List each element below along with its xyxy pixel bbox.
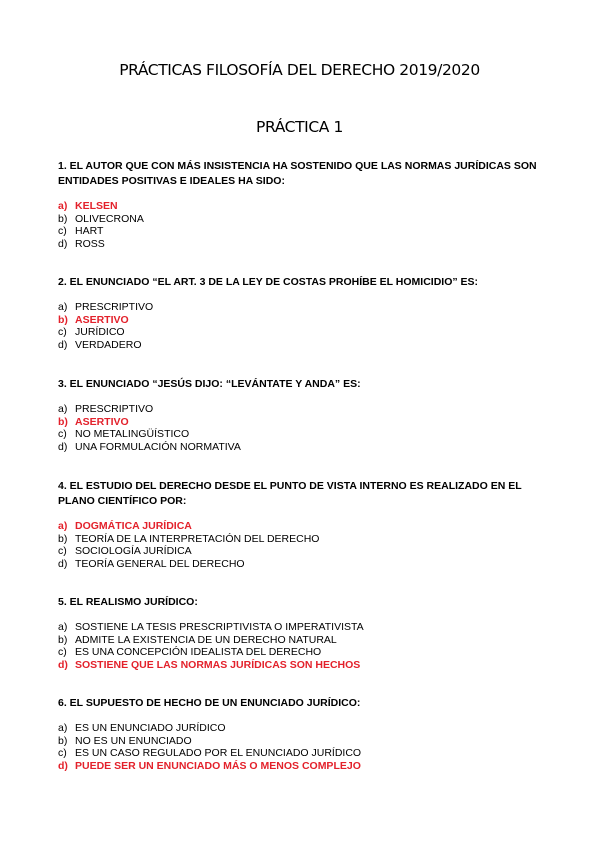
answer-option: [58, 428, 543, 441]
option-letter: b): [58, 212, 68, 225]
answer-option: [58, 213, 543, 226]
answer-option: [58, 735, 543, 748]
option-letter: d): [58, 338, 68, 351]
answer-option: [58, 520, 543, 533]
question-5: [58, 595, 543, 671]
question-text: 3. EL ENUNCIADO “JESÚS DIJO: “LEVÁNTATE Y ANDA” ES:: [58, 378, 361, 390]
option-text: TEORÍA DE LA INTERPRETACIÓN DEL DERECHO: [75, 532, 320, 545]
option-text: PRESCRIPTIVO: [75, 301, 154, 313]
option-text: ES UN ENUNCIADO JURÍDICO: [75, 722, 226, 734]
answer-option: [58, 621, 543, 634]
option-letter: b): [58, 313, 68, 326]
answer-option: [58, 533, 543, 546]
option-letter: d): [58, 440, 68, 453]
answer-option: [58, 659, 543, 672]
answer-option: [58, 326, 543, 339]
option-text: NO ES UN ENUNCIADO: [75, 734, 192, 747]
answer-option: [58, 416, 543, 429]
option-text: VERDADERO: [75, 338, 142, 351]
option-letter: a): [58, 403, 68, 415]
answer-option: [58, 301, 543, 314]
option-text: UNA FORMULACIÓN NORMATIVA: [75, 440, 241, 453]
option-letter: c): [58, 326, 67, 339]
option-letter: c): [58, 225, 67, 238]
question-4: [58, 479, 543, 570]
option-letter: a): [58, 722, 68, 734]
option-text: DOGMÁTICA JURÍDICA: [75, 520, 192, 532]
answer-option: [58, 545, 543, 558]
question-1: [58, 159, 543, 250]
answer-option: [58, 339, 543, 352]
option-text: ES UNA CONCEPCIÓN IDEALISTA DEL DERECHO: [75, 646, 322, 659]
option-letter: a): [58, 301, 68, 313]
option-text: SOCIOLOGÍA JURÍDICA: [75, 545, 192, 558]
option-letter: c): [58, 428, 67, 441]
option-letter: d): [58, 759, 68, 772]
option-letter: c): [58, 747, 67, 760]
option-text: SOSTIENE LA TESIS PRESCRIPTIVISTA O IMPERATIVISTA: [75, 621, 364, 633]
option-text: NO METALINGÜÍSTICO: [75, 428, 190, 441]
question-text: 4. EL ESTUDIO DEL DERECHO DESDE EL PUNTO DE VISTA INTERNO ES REALIZADO EN EL PLANO CIENTÍFICO POR:: [58, 480, 522, 507]
option-letter: a): [58, 520, 68, 532]
question-3: [58, 377, 543, 453]
answer-option: [58, 238, 543, 251]
option-text: ROSS: [75, 237, 105, 250]
option-letter: b): [58, 734, 68, 747]
question-text: 2. EL ENUNCIADO “EL ART. 3 DE LA LEY DE COSTAS PROHÍBE EL HOMICIDIO” ES:: [58, 276, 479, 288]
option-letter: c): [58, 646, 67, 659]
option-text: OLIVECRONA: [75, 212, 144, 225]
option-text: ADMITE LA EXISTENCIA DE UN DERECHO NATURAL: [75, 633, 337, 646]
answer-option: [58, 558, 543, 571]
answer-option: [58, 634, 543, 647]
answer-option: [58, 314, 543, 327]
option-letter: b): [58, 415, 68, 428]
question-2: [58, 275, 543, 351]
option-text: SOSTIENE QUE LAS NORMAS JURÍDICAS SON HECHOS: [75, 658, 361, 671]
option-text: ES UN CASO REGULADO POR EL ENUNCIADO JURÍDICO: [75, 747, 362, 760]
answer-option: [58, 747, 543, 760]
option-letter: d): [58, 658, 68, 671]
answer-option: [58, 760, 543, 773]
option-letter: a): [58, 200, 68, 212]
question-text: 5. EL REALISMO JURÍDICO:: [58, 596, 198, 608]
option-text: ASERTIVO: [75, 313, 129, 326]
option-text: TEORÍA GENERAL DEL DERECHO: [75, 557, 245, 570]
question-6: [58, 696, 543, 772]
question-text: 1. EL AUTOR QUE CON MÁS INSISTENCIA HA SOSTENIDO QUE LAS NORMAS JURÍDICAS SON ENTIDADES POSITIVAS E IDEALES HA SIDO:: [58, 160, 537, 187]
practice-title: PRÁCTICA 1: [256, 118, 343, 136]
option-letter: d): [58, 237, 68, 250]
option-letter: b): [58, 532, 68, 545]
option-text: PRESCRIPTIVO: [75, 403, 154, 415]
option-letter: d): [58, 557, 68, 570]
answer-option: [58, 200, 543, 213]
answer-option: [58, 722, 543, 735]
option-text: ASERTIVO: [75, 415, 129, 428]
option-text: HART: [75, 225, 104, 238]
option-text: KELSEN: [75, 200, 118, 212]
answer-option: [58, 646, 543, 659]
option-letter: a): [58, 621, 68, 633]
option-text: JURÍDICO: [75, 326, 125, 339]
document-title: PRÁCTICAS FILOSOFÍA DEL DERECHO 2019/2020: [119, 61, 480, 79]
option-text: PUEDE SER UN ENUNCIADO MÁS O MENOS COMPLEJO: [75, 759, 361, 772]
answer-option: [58, 403, 543, 416]
answer-option: [58, 225, 543, 238]
option-letter: c): [58, 545, 67, 558]
answer-option: [58, 441, 543, 454]
question-text: 6. EL SUPUESTO DE HECHO DE UN ENUNCIADO JURÍDICO:: [58, 697, 361, 709]
option-letter: b): [58, 633, 68, 646]
